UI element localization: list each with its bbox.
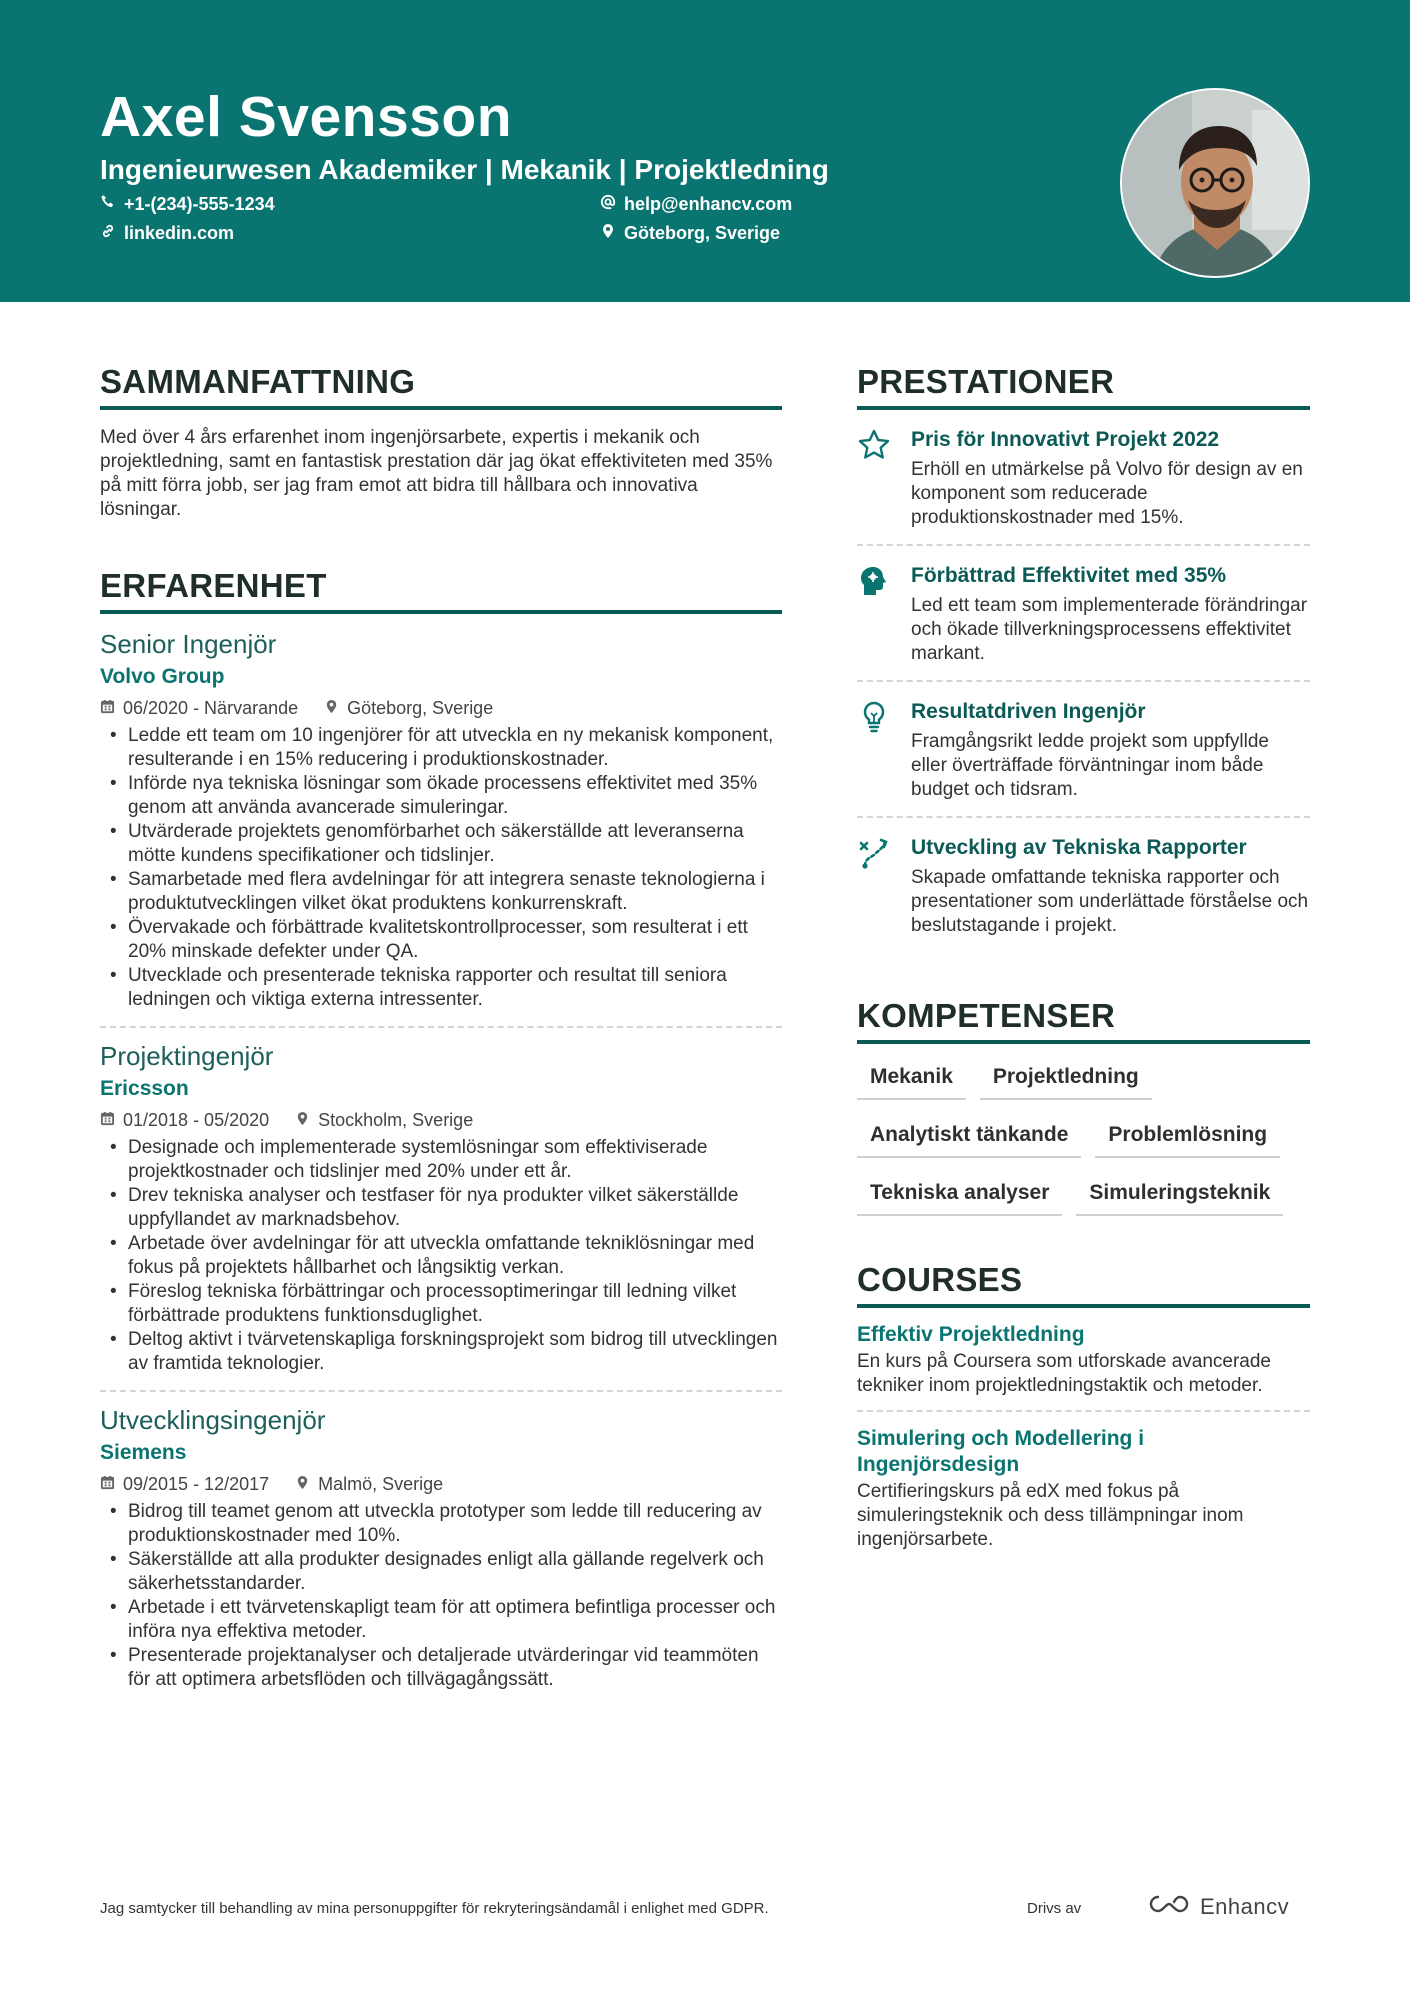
location-pin-icon — [324, 696, 339, 720]
job-meta — [100, 1108, 782, 1132]
achievement-title: Utveckling av Tekniska Rapporter — [911, 836, 1247, 859]
job-bullets — [100, 1500, 782, 1692]
job-entry — [100, 614, 782, 1028]
course-title: Effektiv Projektledning — [857, 1323, 1085, 1346]
job-bullet: • Utvecklade och presenterade tekniska rapporter och resultat till seniora ledningen och viktiga externa intressenter. — [100, 964, 782, 1012]
achievement-desc: Framgångsrikt ledde projekt som uppfyllde eller överträffade förväntningar inom både budget och tidsram. — [911, 731, 1270, 800]
job-bullets — [100, 724, 782, 1012]
job-location-text: Malmö, Sverige — [318, 1474, 444, 1494]
head-icon — [857, 562, 893, 666]
contact-phone[interactable] — [100, 192, 275, 216]
job-dates-text: 09/2015 - 12/2017 — [123, 1474, 270, 1494]
job-entry — [100, 1028, 782, 1392]
job-bullet: • Presenterade projektanalyser och detaljerade utvärderingar vid teammöten för att optimera arbetsflöden och tillvägagångssätt. — [100, 1644, 782, 1692]
job-bullet: • Utvärderade projektets genomförbarhet och säkerställde att leveranserna mötte kundens specifikationer och tidslinjer. — [100, 820, 782, 868]
job-bullet: • Drev tekniska analyser och testfaser för nya produkter vilket säkerställde uppfyllandet av marknadsbehov. — [100, 1184, 782, 1232]
skills-list — [857, 1056, 1310, 1216]
summary-text: Med över 4 års erfarenhet inom ingenjörsarbete, expertis i mekanik och projektledning, samt en fantastisk prestation där jag ökat effektiviteten med 35% på mitt förra jobb, ser jag fram emot att bidra till hållbara och innovativa lösningar. — [100, 427, 773, 520]
phone-icon — [100, 192, 116, 216]
job-bullet: • Samarbetade med flera avdelningar för att integrera senaste teknologierna i produktutvecklingen vilket ökat produktens konkurrenskraft. — [100, 868, 782, 916]
skill-tag: Tekniska analyser — [857, 1172, 1062, 1216]
achievement-title: Pris för Innovativt Projekt 2022 — [911, 428, 1220, 451]
brand-name: Enhancv — [1200, 1894, 1290, 1919]
experience-heading: ERFARENHET — [100, 566, 782, 614]
job-dates-text: 01/2018 - 05/2020 — [123, 1110, 270, 1130]
job-title: Projektingenjör — [100, 1041, 274, 1071]
achievement-title: Förbättrad Effektivitet med 35% — [911, 564, 1227, 587]
courses-section — [857, 1260, 1310, 1564]
summary-heading: SAMMANFATTNING — [100, 362, 782, 410]
achievement-item — [857, 546, 1310, 682]
achievement-title: Resultatdriven Ingenjör — [911, 700, 1146, 723]
gdpr-consent: Jag samtycker till behandling av mina personuppgifter för rekryteringsändamål i enlighet med GDPR. — [100, 1900, 769, 1917]
course-item — [857, 1412, 1310, 1564]
lightbulb-icon — [857, 698, 893, 802]
summary-section — [100, 362, 782, 522]
right-column — [857, 362, 1310, 1564]
job-company: Ericsson — [100, 1077, 189, 1100]
job-dates — [100, 1108, 269, 1132]
contact-email[interactable] — [600, 192, 792, 216]
job-company: Siemens — [100, 1441, 187, 1464]
candidate-name: Axel Svensson — [100, 85, 513, 149]
skill-tag: Problemlösning — [1095, 1114, 1280, 1158]
location-text: Göteborg, Sverige — [624, 223, 781, 243]
skills-heading: KOMPETENSER — [857, 996, 1310, 1044]
calendar-icon — [100, 1472, 115, 1496]
job-bullet: • Arbetade över avdelningar för att utveckla omfattande tekniklösningar med fokus på projektets hållbarhet och långsiktig verkan. — [100, 1232, 782, 1280]
skills-section — [857, 996, 1310, 1216]
location-pin-icon — [295, 1472, 310, 1496]
job-title: Senior Ingenjör — [100, 629, 277, 659]
route-icon — [857, 834, 893, 938]
achievements-section — [857, 362, 1310, 952]
calendar-icon — [100, 696, 115, 720]
course-item — [857, 1308, 1310, 1412]
achievement-desc: Led ett team som implementerade förändringar och ökade tillverkningsprocessens effektivitet markant. — [911, 595, 1308, 664]
calendar-icon — [100, 1108, 115, 1132]
achievement-desc: Erhöll en utmärkelse på Volvo för design av en komponent som reducerade produktionskostnader med 15%. — [911, 459, 1303, 528]
job-bullet: • Bidrog till teamet genom att utveckla prototyper som ledde till reducering av produktionskostnader med 10%. — [100, 1500, 782, 1548]
at-icon — [600, 192, 616, 216]
achievement-desc: Skapade omfattande tekniska rapporter och presentationer som underlättade förståelse och beslutstagande i projekt. — [911, 867, 1309, 936]
achievement-item — [857, 410, 1310, 546]
achievement-item — [857, 682, 1310, 818]
job-location-text: Göteborg, Sverige — [347, 698, 494, 718]
course-title: Simulering och Modellering i Ingenjörsdesign — [857, 1427, 1145, 1476]
job-location-text: Stockholm, Sverige — [318, 1110, 474, 1130]
job-bullet: • Föreslog tekniska förbättringar och processoptimeringar till ledning vilket förbättrade produktens funktionsduglighet. — [100, 1280, 782, 1328]
course-desc: Certifieringskurs på edX med fokus på simuleringsteknik och dess tillämpningar inom ingenjörsarbete. — [857, 1481, 1244, 1550]
job-bullet: • Säkerställde att alla produkter designades enligt alla gällande regelverk och säkerhetsstandarder. — [100, 1548, 782, 1596]
job-bullet: • Designade och implementerade systemlösningar som effektiviserade projektkostnader och tidslinjer med 20% under ett år. — [100, 1136, 782, 1184]
job-title: Utvecklingsingenjör — [100, 1405, 326, 1435]
job-location — [295, 1108, 473, 1132]
job-bullet: • Införde nya tekniska lösningar som ökade processens effektivitet med 35% genom att använda avancerade simuleringar. — [100, 772, 782, 820]
skill-tag: Analytiskt tänkande — [857, 1114, 1081, 1158]
courses-heading: COURSES — [857, 1260, 1310, 1308]
phone-text: +1-(234)-555-1234 — [124, 194, 275, 214]
powered-by-label: Drivs av — [1027, 1900, 1082, 1917]
brand-logo[interactable] — [1146, 1893, 1289, 1921]
star-icon — [857, 426, 893, 530]
job-location — [324, 696, 493, 720]
job-bullet: • Ledde ett team om 10 ingenjörer för att utveckla en ny mekanisk komponent, resulterande i en 15% reducering i produktionskostnader. — [100, 724, 782, 772]
enhancv-logo-icon — [1146, 1893, 1192, 1921]
link-icon — [100, 221, 116, 245]
job-company: Volvo Group — [100, 665, 225, 688]
job-meta — [100, 696, 782, 720]
skill-tag: Projektledning — [980, 1056, 1152, 1100]
linkedin-text: linkedin.com — [124, 223, 235, 243]
location-pin-icon — [295, 1108, 310, 1132]
candidate-title: Ingenieurwesen Akademiker | Mekanik | Projektledning — [100, 154, 829, 185]
achievements-heading: PRESTATIONER — [857, 362, 1310, 410]
job-dates — [100, 1472, 269, 1496]
email-text: help@enhancv.com — [624, 194, 793, 214]
course-desc: En kurs på Coursera som utforskade avancerade tekniker inom projektledningstaktik och metoder. — [857, 1351, 1271, 1396]
job-bullet: • Deltog aktivt i tvärvetenskapliga forskningsprojekt som bidrog till utvecklingen av framtida teknologier. — [100, 1328, 782, 1376]
job-entry — [100, 1392, 782, 1706]
left-column — [100, 362, 782, 1706]
job-dates — [100, 696, 298, 720]
avatar — [1120, 88, 1310, 278]
job-bullets — [100, 1136, 782, 1376]
location-pin-icon — [600, 221, 616, 245]
contact-location — [600, 221, 780, 245]
job-location — [295, 1472, 443, 1496]
job-bullet: • Övervakade och förbättrade kvalitetskontrollprocesser, som resulterat i ett 20% minskade defekter under QA. — [100, 916, 782, 964]
experience-section — [100, 566, 782, 1706]
skill-tag: Mekanik — [857, 1056, 966, 1100]
job-meta — [100, 1472, 782, 1496]
job-bullet: • Arbetade i ett tvärvetenskapligt team för att optimera befintliga processer och införa nya effektiva metoder. — [100, 1596, 782, 1644]
skill-tag: Simuleringsteknik — [1076, 1172, 1283, 1216]
header-banner — [0, 0, 1410, 302]
avatar-portrait — [1122, 90, 1310, 278]
contact-linkedin[interactable] — [100, 221, 234, 245]
achievement-item — [857, 818, 1310, 952]
job-dates-text: 06/2020 - Närvarande — [123, 698, 299, 718]
